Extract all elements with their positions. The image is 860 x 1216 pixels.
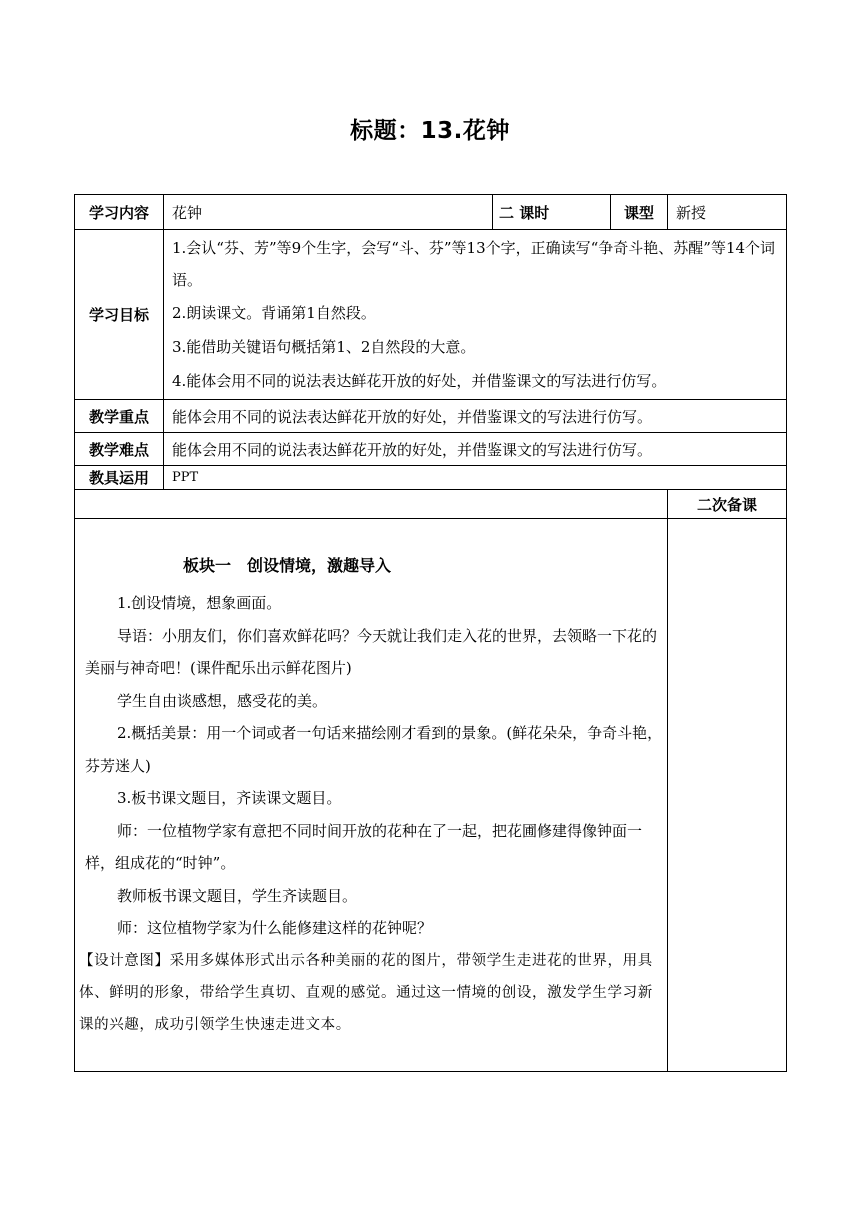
key-points-value: 能体会用不同的说法表达鲜花开放的好处，并借鉴课文的写法进行仿写。 xyxy=(164,400,787,433)
period-value: 二 课时 xyxy=(493,195,611,230)
body-paragraph: 师：这位植物学家为什么能修建这样的花钟呢？ xyxy=(117,919,433,937)
row-content xyxy=(75,195,787,230)
objectives-label: 学习目标 xyxy=(75,230,164,400)
row-key-points xyxy=(75,400,787,433)
row-prep-header xyxy=(75,490,787,519)
body-paragraph: 导语：小朋友们，你们喜欢鲜花吗？今天就让我们走入花的世界，去领略一下花的美丽与神奇吧！(课件配乐出示鲜花图片) xyxy=(85,626,658,677)
objectives-list xyxy=(164,230,787,400)
prep-header-blank xyxy=(75,490,668,519)
lesson-plan-table xyxy=(74,194,787,1072)
row-lesson-body xyxy=(75,519,787,1072)
body-paragraph: 教师板书课文题目，学生齐读题目。 xyxy=(117,886,358,905)
tools-value: PPT xyxy=(164,466,787,490)
second-prep-label: 二次备课 xyxy=(668,490,787,519)
type-label: 课型 xyxy=(611,195,668,230)
section-heading: 板块一 创设情境，激趣导入 xyxy=(183,556,392,575)
second-prep-blank xyxy=(668,519,787,1072)
difficulties-label: 教学难点 xyxy=(75,433,164,466)
body-paragraph: 3.板书课文题目，齐读课文题目。 xyxy=(117,789,342,807)
objective-item: 4.能体会用不同的说法表达鲜花开放的好处，并借鉴课文的写法进行仿写。 xyxy=(172,371,667,390)
tools-label: 教具运用 xyxy=(75,466,164,490)
difficulties-value: 能体会用不同的说法表达鲜花开放的好处，并借鉴课文的写法进行仿写。 xyxy=(164,433,787,466)
row-tools xyxy=(75,466,787,490)
content-value: 花钟 xyxy=(164,195,493,230)
body-paragraph: 师：一位植物学家有意把不同时间开放的花种在了一起，把花圃修建得像钟面一样，组成花的“时钟”。 xyxy=(85,821,643,872)
objective-item: 1.会认“芬、芳”等9个生字，会写“斗、芬”等13个字，正确读写“争奇斗艳、苏醒”等14个词语。 xyxy=(172,238,776,289)
objective-item: 3.能借助关键语句概括第1、2自然段的大意。 xyxy=(172,337,476,356)
objective-item: 2.朗读课文。背诵第1自然段。 xyxy=(172,303,376,322)
page-title: 标题：13.花钟 xyxy=(350,118,510,144)
row-difficulties xyxy=(75,433,787,466)
body-paragraph: 1.创设情境，想象画面。 xyxy=(117,594,282,612)
body-paragraph: 2.概括美景：用一个词或者一句话来描绘刚才看到的景象。(鲜花朵朵，争奇斗艳，芬芳迷人) xyxy=(85,724,663,775)
key-points-label: 教学重点 xyxy=(75,400,164,433)
type-value: 新授 xyxy=(668,195,787,230)
row-objectives xyxy=(75,230,787,400)
content-label: 学习内容 xyxy=(75,195,164,230)
lesson-body xyxy=(75,519,668,1072)
design-intent-paragraph: 【设计意图】采用多媒体形式出示各种美丽的花的图片，带领学生走进花的世界，用具体、鲜明的形象，带给学生真切、直观的感觉。通过这一情境的创设，激发学生学习新课的兴趣，成功引领学生快速走进文本。 xyxy=(79,952,653,1033)
body-paragraph: 学生自由谈感想，感受花的美。 xyxy=(117,691,328,710)
